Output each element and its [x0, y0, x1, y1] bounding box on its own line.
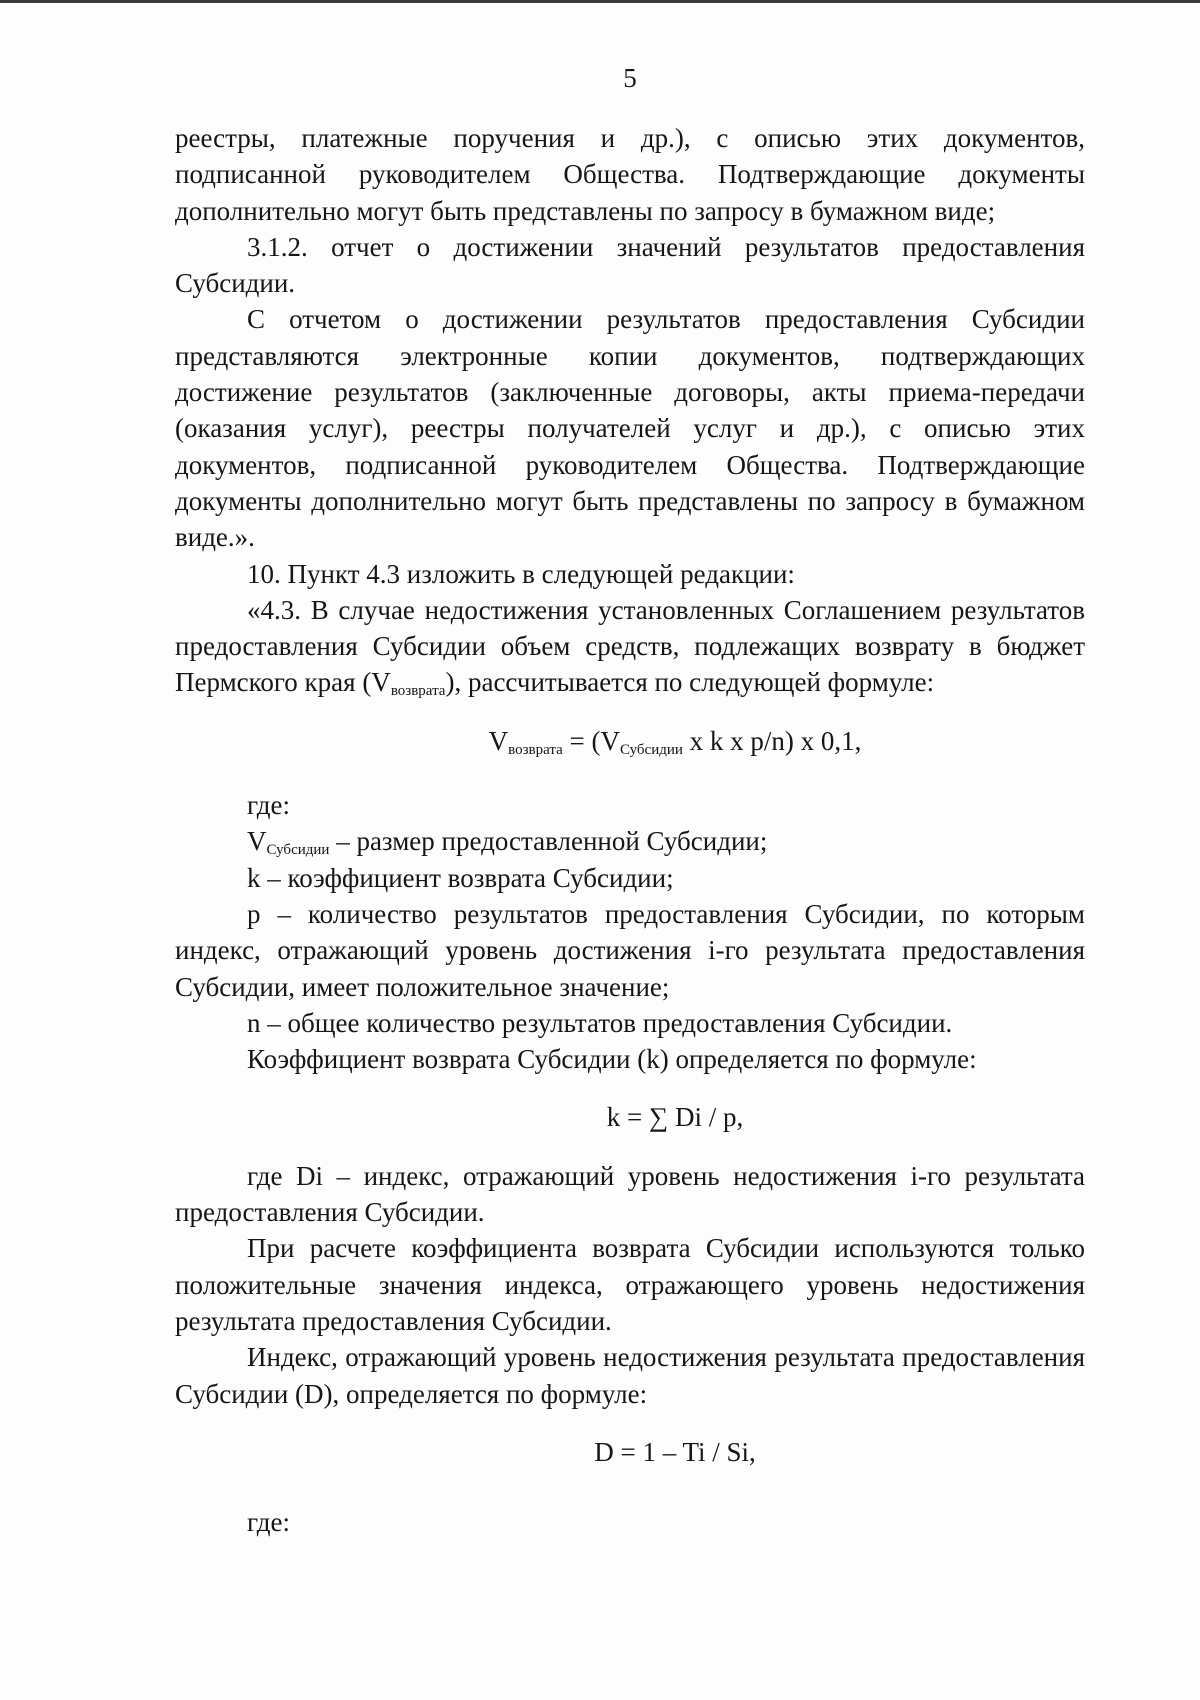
formula-1-subsidy-subscript: Субсидии: [619, 741, 683, 758]
definition-v-subsidy: [175, 823, 1085, 859]
definition-di: где Di – индекс, отражающий уровень недостижения i-го результата предоставления Субсидии.: [175, 1160, 1085, 1228]
where-label-1: где:: [247, 790, 290, 821]
paragraph-k-intro: Коэффициент возврата Субсидии (k) определяется по формуле:: [247, 1044, 977, 1075]
formula-k: k = ∑ Di / p,: [606, 1102, 744, 1133]
document-body: [175, 120, 1085, 1540]
paragraph-continuation: реестры, платежные поручения и др.), с описью этих документов, подписанной руководителем Общества. Подтверждающие документы дополнительно могут быть представлены по запросу в бумажном виде;: [175, 123, 1085, 226]
definition-v-subscript: Субсидии: [266, 842, 330, 859]
definition-v-symbol: V: [247, 826, 267, 857]
paragraph-4-3: [175, 592, 1085, 701]
definition-n: n – общее количество результатов предоставления Субсидии.: [247, 1007, 953, 1038]
paragraph-4-3-subscript: возврата: [390, 683, 446, 700]
paragraph-4-3-text-end: ), рассчитывается по следующей формуле:: [445, 667, 935, 698]
definition-v-text: – размер предоставленной Субсидии;: [329, 826, 768, 857]
paragraph-4-3-text-start: «4.3. В случае недостижения установленных Соглашением результатов предоставления Субсидии объем средств, подлежащих возврату в бюджет Пермского края (V: [175, 594, 1085, 698]
where-label-2: где:: [247, 1507, 290, 1538]
page-number: 5: [623, 63, 637, 93]
paragraph-calculation-note: При расчете коэффициента возврата Субсидии используются только положительные значения индекса, отражающего уровень недостижения результата предоставления Субсидии.: [175, 1233, 1085, 1336]
paragraph-d-intro: Индекс, отражающий уровень недостижения результата предоставления Субсидии (D), определяется по формуле:: [175, 1342, 1085, 1409]
formula-return-volume: [175, 723, 1085, 759]
paragraph-item-10: 10. Пункт 4.3 изложить в следующей редакции:: [247, 558, 795, 589]
scan-top-edge: [0, 0, 1200, 3]
formula-1-middle: = (V: [562, 725, 620, 756]
paragraph-report-documents: С отчетом о достижении результатов предоставления Субсидии представляются электронные копии документов, подтверждающих достижение результатов (заключенные договоры, акты приема-передачи (оказания услуг), реестры получателей услуг и др.), с описью этих документов, подписанной руководителем Общества. Подтверждающие документы дополнительно могут быть представлены по запросу в бумажном виде.».: [175, 304, 1085, 553]
definition-k: k – коэффициент возврата Субсидии;: [247, 862, 674, 893]
paragraph-3-1-2: 3.1.2. отчет о достижении значений результатов предоставления Субсидии.: [175, 231, 1085, 299]
formula-1-v-subscript: возврата: [508, 741, 563, 758]
formula-1-end: x k x p/n) x 0,1,: [682, 725, 862, 756]
definition-p: p – количество результатов предоставления Субсидии, по которым индекс, отражающий уровень достижения i-го результата предоставления Субсидии, имеет положительное значение;: [175, 898, 1085, 1002]
formula-d: D = 1 – Ti / Si,: [594, 1436, 756, 1467]
formula-1-v: V: [488, 725, 509, 756]
